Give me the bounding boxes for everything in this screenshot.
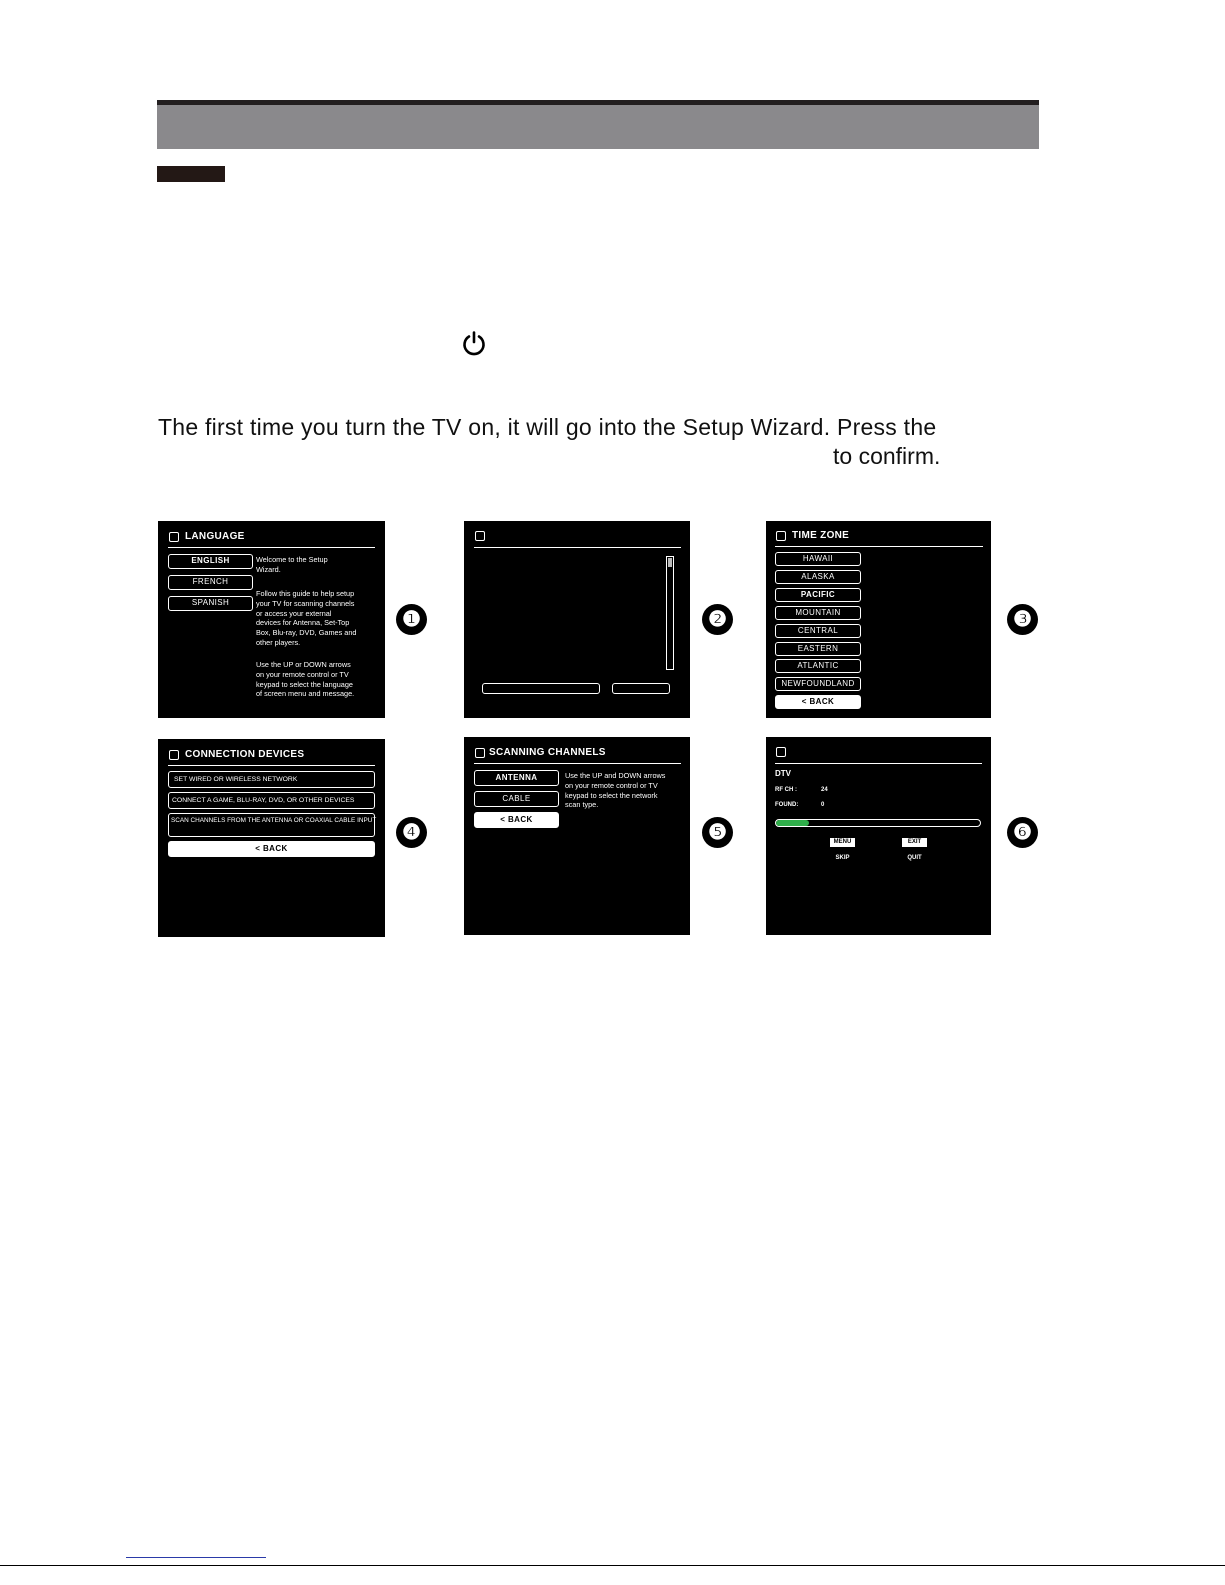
chevron-left-icon: < [801, 697, 810, 706]
exit-key[interactable]: EXIT [902, 838, 927, 847]
title-divider [168, 547, 375, 548]
scan-progress-screen [766, 737, 991, 935]
checkbox-icon [169, 750, 179, 760]
title-divider [775, 546, 983, 547]
timezone-option-hawaii[interactable]: HAWAII [775, 552, 861, 566]
scrollbar-thumb[interactable] [668, 558, 672, 567]
checkbox-icon [475, 531, 485, 541]
header-bar [157, 105, 1039, 149]
language-option-french[interactable]: FRENCH [168, 575, 253, 590]
timezone-screen [766, 521, 991, 718]
connection-back-button[interactable]: < BACK [168, 841, 375, 857]
intro-text-line-1: The first time you turn the TV on, it will go into the Setup Wizard. Press the [158, 414, 937, 440]
scanning-screen-title: SCANNING CHANNELS [475, 747, 606, 758]
scrollbar[interactable] [666, 556, 674, 670]
found-label: FOUND: [775, 802, 799, 808]
scan-option-cable[interactable]: CABLE [474, 791, 559, 807]
power-icon [460, 329, 488, 357]
page-bottom-rule [0, 1565, 1225, 1566]
checkbox-icon [776, 531, 786, 541]
step-1-badge: ❶ [396, 604, 427, 635]
rf-channel-label: RF CH : [775, 787, 797, 793]
title-divider [775, 763, 982, 764]
timezone-option-mountain[interactable]: MOUNTAIN [775, 606, 861, 620]
step-5-badge: ❺ [702, 817, 733, 848]
timezone-back-button[interactable]: < BACK [775, 695, 861, 709]
chevron-left-icon: < [500, 815, 508, 824]
welcome-text: Welcome to the Setup Wizard. [256, 555, 328, 574]
timezone-option-pacific[interactable]: PACIFIC [775, 588, 861, 602]
language-screen-title: LANGUAGE [169, 531, 245, 542]
timezone-option-alaska[interactable]: ALASKA [775, 570, 861, 584]
scan-option-antenna[interactable]: ANTENNA [474, 770, 559, 786]
step-6-badge: ❻ [1007, 817, 1038, 848]
scan-progress-title [776, 747, 792, 757]
title-divider [474, 547, 681, 548]
timezone-option-newfoundland[interactable]: NEWFOUNDLAND [775, 677, 861, 691]
guide-text: Follow this guide to help setup your TV for scanning channels or access your external devices for Antenna, Set-Top Box, Blu-ray, DVD, Games and other players. [256, 589, 357, 647]
scan-progress-bar [775, 819, 981, 827]
checkbox-icon [169, 532, 179, 542]
scanning-hint-text: Use the UP and DOWN arrows on your remote control or TV keypad to select the network scan type. [565, 771, 666, 810]
connection-screen-title: CONNECTION DEVICES [169, 749, 304, 760]
signal-type-label: DTV [775, 769, 791, 778]
timezone-screen-title: TIME ZONE [776, 530, 849, 541]
scan-progress-fill [776, 820, 809, 826]
timezone-option-eastern[interactable]: EASTERN [775, 642, 861, 656]
language-screen [158, 521, 385, 718]
checkbox-icon [776, 747, 786, 757]
menu-key[interactable]: MENU [830, 838, 855, 847]
language-option-spanish[interactable]: SPANISH [168, 596, 253, 611]
found-value: 0 [821, 802, 825, 808]
checkbox-icon [475, 748, 485, 758]
title-divider [474, 763, 681, 764]
connection-option-scan-channels[interactable]: SCAN CHANNELS FROM THE ANTENNA OR COAXIAL CABLE INPUT [168, 813, 375, 837]
title-divider [168, 765, 375, 766]
rf-channel-value: 24 [821, 787, 828, 793]
terms-accept-button[interactable] [482, 683, 600, 694]
scanning-screen [464, 737, 690, 935]
section-tag [157, 166, 225, 182]
step-2-badge: ❷ [702, 604, 733, 635]
step-3-badge: ❸ [1007, 604, 1038, 635]
terms-screen-title [475, 531, 491, 541]
skip-label: SKIP [835, 855, 850, 861]
terms-screen [464, 521, 690, 718]
chevron-left-icon: < [255, 844, 263, 853]
language-hint-text: Use the UP or DOWN arrows on your remote control or TV keypad to select the language of screen menu and message. [256, 660, 355, 699]
connection-screen [158, 739, 385, 937]
timezone-option-atlantic[interactable]: ATLANTIC [775, 659, 861, 673]
step-4-badge: ❹ [396, 817, 427, 848]
terms-back-button[interactable] [612, 683, 670, 694]
language-option-english[interactable]: ENGLISH [168, 554, 253, 569]
connection-option-devices[interactable]: CONNECT A GAME, BLU-RAY, DVD, OR OTHER DEVICES [168, 792, 375, 809]
footer-link[interactable] [126, 1557, 266, 1558]
scanning-back-button[interactable]: < BACK [474, 812, 559, 828]
timezone-option-central[interactable]: CENTRAL [775, 624, 861, 638]
connection-option-network[interactable]: SET WIRED OR WIRELESS NETWORK [168, 771, 375, 788]
quit-label: QUIT [907, 855, 922, 861]
intro-text-line-2: to confirm. [833, 443, 941, 469]
